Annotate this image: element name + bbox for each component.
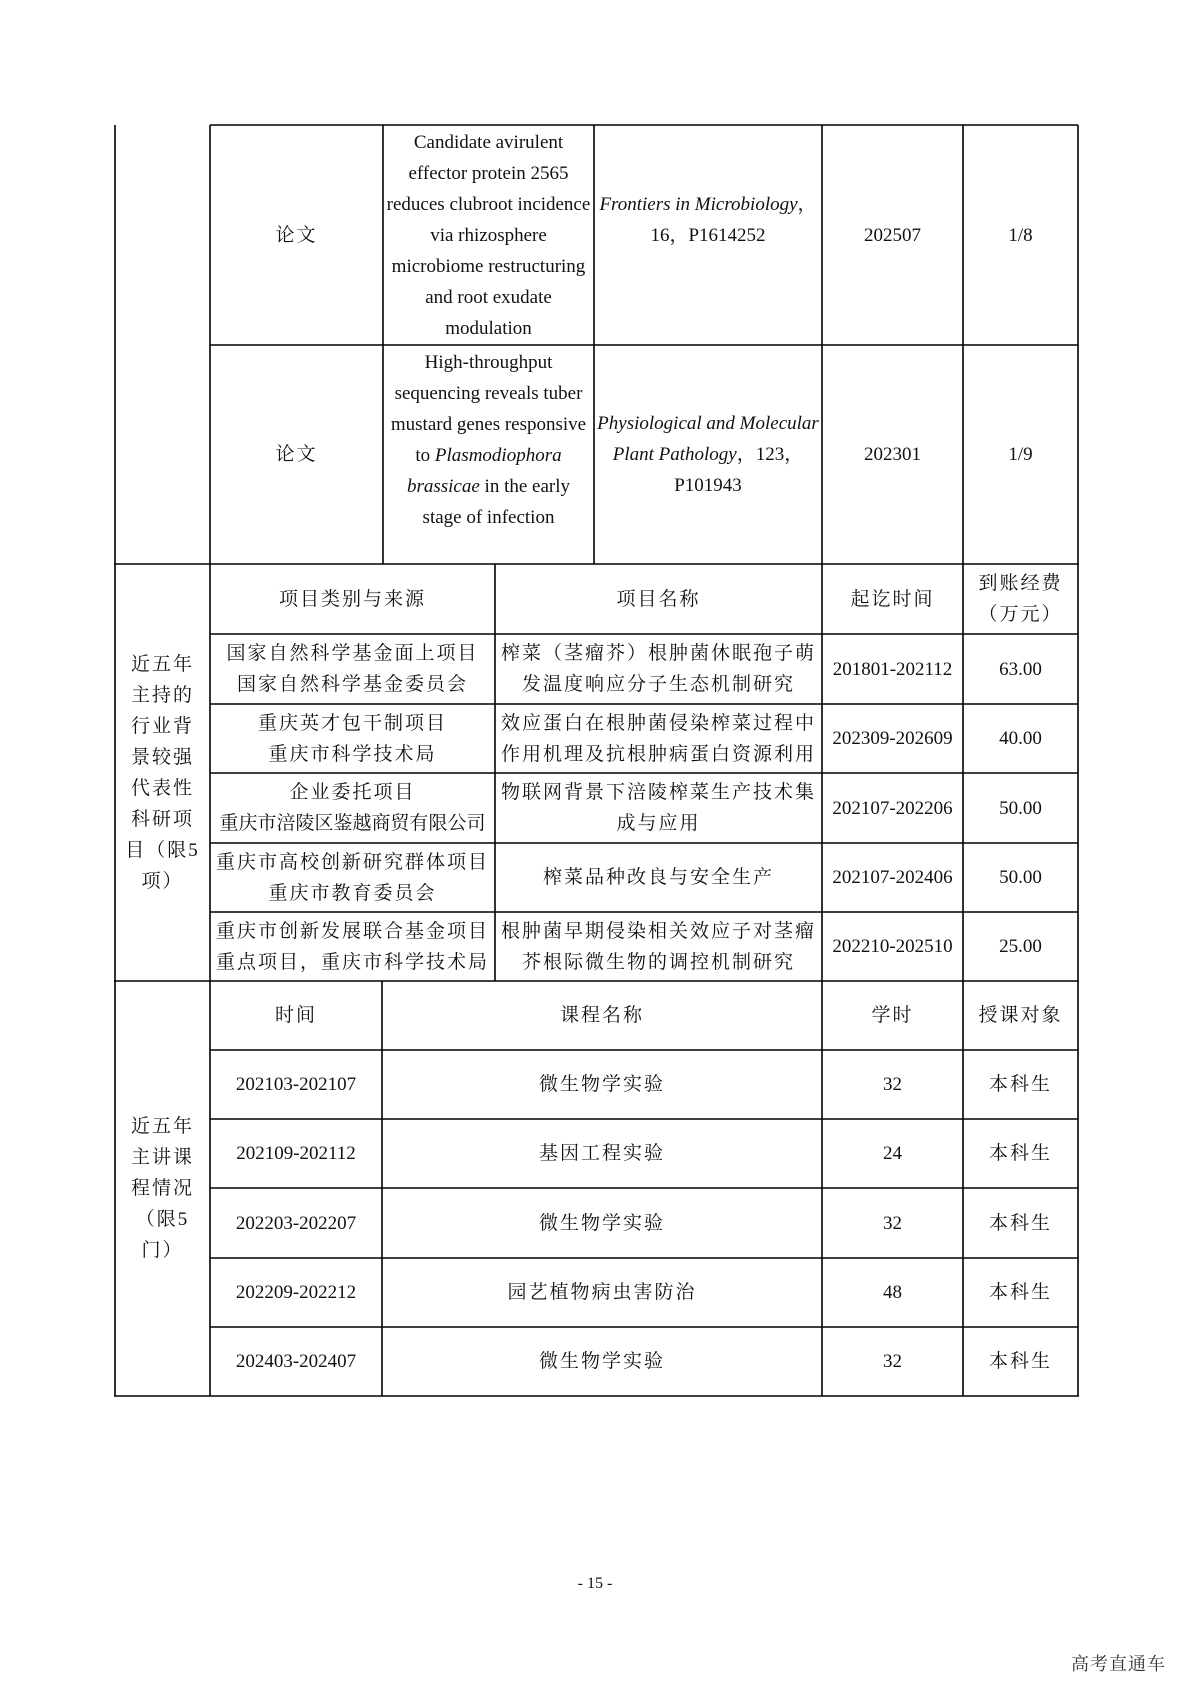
projects-header-period: 起讫时间 — [850, 588, 935, 610]
paper-1-journal-name: Frontiers in Microbiology — [599, 194, 798, 215]
project-5-funding: 25.00 — [999, 936, 1042, 957]
course-4-hours: 48 — [883, 1282, 902, 1303]
course-5-name: 微生物学实验 — [538, 1351, 665, 1372]
project-5-name: 根肿菌早期侵染相关效应子对茎瘤芥根际微生物的调控机制研究 — [500, 920, 816, 973]
course-5-audience: 本科生 — [988, 1351, 1052, 1372]
project-2-name: 效应蛋白在根肿菌侵染榨菜过程中作用机理及抗根肿病蛋白资源利用 — [500, 712, 816, 765]
project-5-period: 202210-202510 — [832, 936, 953, 957]
courses-header-name: 课程名称 — [559, 1005, 644, 1026]
project-5-category: 重庆市创新发展联合基金项目 — [215, 920, 489, 942]
courses-section-label: 近五年主讲课程情况（限5门） — [130, 1116, 194, 1261]
projects-header-name: 项目名称 — [616, 588, 701, 610]
project-3-period: 202107-202206 — [832, 797, 953, 819]
project-5-agency: 重点项目，重庆市科学技术局 — [215, 951, 489, 973]
course-4-name: 园艺植物病虫害防治 — [507, 1282, 697, 1303]
paper-2-date: 202301 — [864, 444, 921, 465]
paper-1-journal — [594, 125, 822, 345]
paper-2-title-post: in the early stage of infection — [422, 476, 571, 528]
project-1-period: 201801-202112 — [832, 658, 953, 680]
project-4-source — [210, 843, 495, 912]
course-5-hours: 32 — [883, 1351, 902, 1372]
paper-2-title-pre: High-throughput sequencing reveals tuber mustard genes responsive to — [390, 352, 587, 466]
projects-header-funding: 到账经费（万元） — [978, 573, 1063, 625]
project-4-period: 202107-202406 — [832, 867, 953, 888]
course-2-hours: 24 — [883, 1143, 902, 1164]
project-1-source — [210, 634, 495, 704]
project-3-source — [210, 773, 495, 843]
paper-1-journal-detail: ，16，P1614252 — [650, 194, 817, 246]
project-1-name: 榨菜（茎瘤芥）根肿菌休眠孢子萌发温度响应分子生态机制研究 — [500, 643, 816, 695]
projects-section-label: 近五年主持的行业背景较强代表性科研项目（限5项） — [125, 653, 200, 892]
course-3-audience: 本科生 — [988, 1212, 1052, 1234]
project-3-agency: 重庆市涪陵区鉴越商贸有限公司 — [219, 813, 486, 834]
project-2-funding: 40.00 — [999, 728, 1042, 749]
course-4-time: 202209-202212 — [235, 1282, 357, 1303]
page-number: - 15 - — [577, 1575, 613, 1592]
paper-2-title-species: Plasmodiophora brassicae — [406, 445, 562, 497]
course-1-time: 202103-202107 — [235, 1074, 357, 1095]
project-3-category: 企业委托项目 — [289, 782, 416, 803]
paper-1-rank: 1/8 — [1008, 224, 1033, 246]
paper-2-title — [383, 345, 594, 564]
paper-2-journal-detail: ，123，P101943 — [674, 444, 804, 496]
project-5-source — [210, 912, 495, 981]
project-1-funding: 63.00 — [999, 658, 1042, 680]
project-4-agency: 重庆市教育委员会 — [268, 882, 437, 904]
course-1-name: 微生物学实验 — [538, 1074, 665, 1095]
project-3-name: 物联网背景下涪陵榨菜生产技术集成与应用 — [500, 782, 816, 834]
project-1-category: 国家自然科学基金面上项目 — [226, 643, 479, 664]
watermark: 高考直通车 — [1071, 1654, 1166, 1675]
project-2-period: 202309-202609 — [832, 728, 953, 749]
course-3-time: 202203-202207 — [235, 1212, 357, 1234]
courses-header-time: 时间 — [274, 1005, 317, 1026]
project-2-agency: 重庆市科学技术局 — [268, 743, 437, 765]
course-1-hours: 32 — [883, 1074, 902, 1095]
course-4-audience: 本科生 — [988, 1282, 1052, 1303]
course-5-time: 202403-202407 — [235, 1351, 357, 1372]
course-2-time: 202109-202112 — [236, 1143, 356, 1164]
project-4-name: 榨菜品种改良与安全生产 — [542, 867, 774, 888]
project-3-funding: 50.00 — [999, 797, 1042, 819]
paper-2-journal-name: Physiological and Molecular Plant Pathology — [597, 413, 819, 465]
course-3-hours: 32 — [883, 1212, 902, 1234]
course-2-name: 基因工程实验 — [538, 1143, 665, 1164]
paper-1-type: 论文 — [275, 224, 318, 246]
project-4-category: 重庆市高校创新研究群体项目 — [215, 851, 489, 873]
paper-2-rank: 1/9 — [1008, 444, 1033, 465]
projects-header-source: 项目类别与来源 — [278, 588, 426, 610]
paper-1-date: 202507 — [864, 224, 921, 246]
project-4-funding: 50.00 — [999, 867, 1042, 888]
course-1-audience: 本科生 — [988, 1074, 1052, 1095]
paper-1-title: Candidate avirulent effector protein 2565 reduces clubroot incidence via rhizosphere microbiome restructuring and root exudate modulation — [386, 131, 591, 339]
course-3-name: 微生物学实验 — [538, 1212, 665, 1234]
project-1-agency: 国家自然科学基金委员会 — [236, 674, 468, 695]
courses-header-audience: 授课对象 — [978, 1005, 1063, 1026]
paper-2-type: 论文 — [275, 444, 318, 465]
course-2-audience: 本科生 — [988, 1143, 1052, 1164]
paper-2-journal — [594, 345, 822, 564]
courses-header-hours: 学时 — [871, 1005, 914, 1026]
project-2-source — [210, 704, 495, 773]
project-2-category: 重庆英才包干制项目 — [257, 712, 447, 734]
